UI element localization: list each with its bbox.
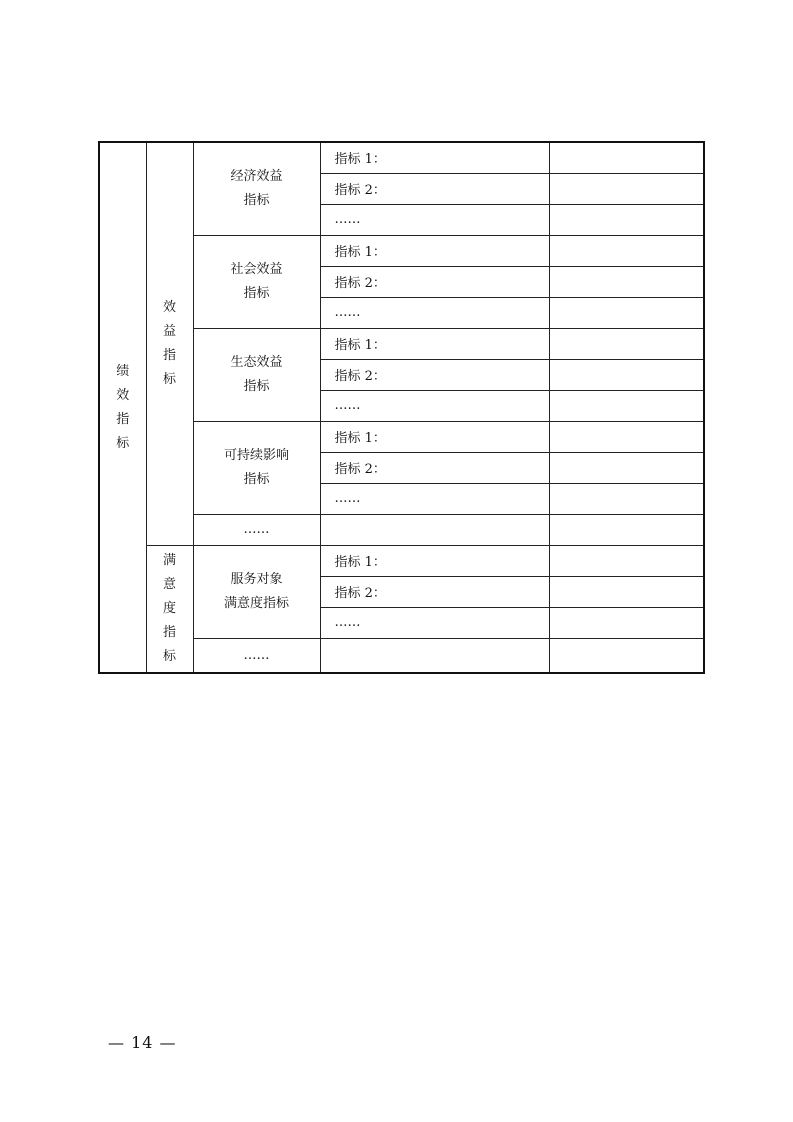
indicator-name-cell xyxy=(320,514,549,545)
ecological-benefit-category: 生态效益 指标 xyxy=(193,328,320,421)
economic-benefit-category: 经济效益 指标 xyxy=(193,142,320,235)
satisfaction-indicator-label: 满 意 度 指 标 xyxy=(146,545,193,673)
indicator-name-cell: 指标 2： xyxy=(320,359,549,390)
indicator-name-cell: …… xyxy=(320,390,549,421)
indicator-value-cell xyxy=(549,607,704,638)
benefit-indicator-label: 效 益 指 标 xyxy=(146,142,193,545)
indicator-value-cell xyxy=(549,545,704,576)
indicator-name-cell: 指标 1： xyxy=(320,235,549,266)
satisfaction-more-category: …… xyxy=(193,638,320,673)
indicator-value-cell xyxy=(549,328,704,359)
indicator-value-cell xyxy=(549,514,704,545)
sustainability-impact-category: 可持续影响 指标 xyxy=(193,421,320,514)
service-satisfaction-category: 服务对象 满意度指标 xyxy=(193,545,320,638)
social-benefit-category: 社会效益 指标 xyxy=(193,235,320,328)
indicator-name-cell: 指标 2： xyxy=(320,173,549,204)
indicator-value-cell xyxy=(549,266,704,297)
indicator-value-cell xyxy=(549,297,704,328)
indicator-name-cell: …… xyxy=(320,607,549,638)
performance-indicator-label: 绩 效 指 标 xyxy=(99,142,146,673)
indicator-value-cell xyxy=(549,173,704,204)
page-number: — 14 — xyxy=(108,1033,177,1052)
indicator-name-cell: 指标 1： xyxy=(320,328,549,359)
performance-indicator-table xyxy=(98,141,705,674)
indicator-name-cell: 指标 2： xyxy=(320,266,549,297)
indicator-value-cell xyxy=(549,576,704,607)
indicator-value-cell xyxy=(549,204,704,235)
indicator-value-cell xyxy=(549,483,704,514)
indicator-name-cell: 指标 1： xyxy=(320,142,549,173)
indicator-name-cell: 指标 1： xyxy=(320,545,549,576)
indicator-name-cell: …… xyxy=(320,483,549,514)
indicator-name-cell: 指标 1： xyxy=(320,421,549,452)
indicator-value-cell xyxy=(549,359,704,390)
benefit-more-category: …… xyxy=(193,514,320,545)
indicator-value-cell xyxy=(549,390,704,421)
indicator-value-cell xyxy=(549,421,704,452)
indicator-name-cell xyxy=(320,638,549,673)
indicator-value-cell xyxy=(549,235,704,266)
indicator-name-cell: …… xyxy=(320,204,549,235)
indicator-value-cell xyxy=(549,142,704,173)
indicator-name-cell: …… xyxy=(320,297,549,328)
indicator-name-cell: 指标 2： xyxy=(320,452,549,483)
indicator-value-cell xyxy=(549,638,704,673)
indicator-name-cell: 指标 2： xyxy=(320,576,549,607)
indicator-value-cell xyxy=(549,452,704,483)
